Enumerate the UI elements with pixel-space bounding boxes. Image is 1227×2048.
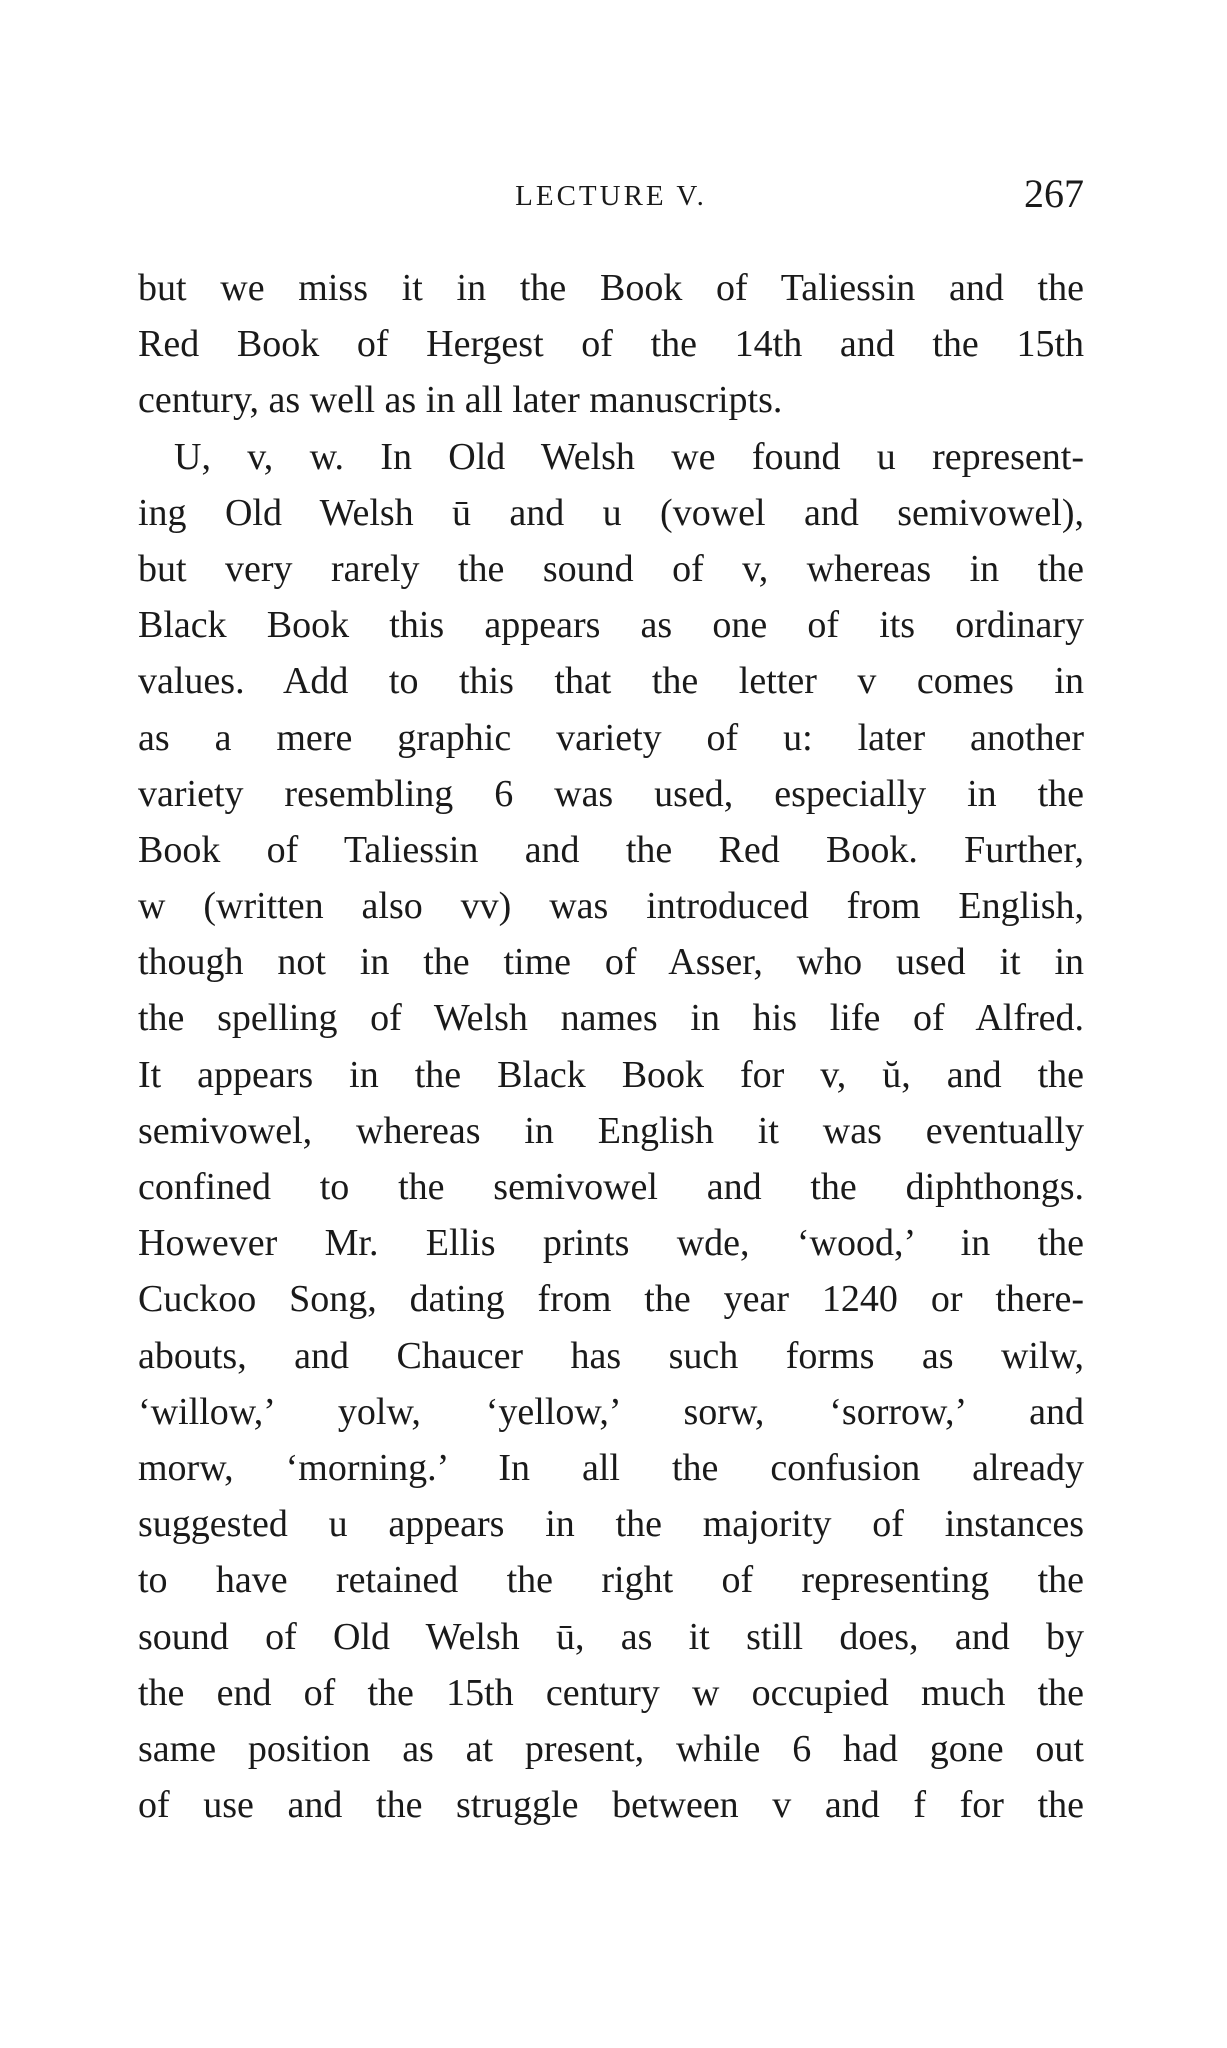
text-line: of use and the struggle between v and f for the: [138, 1784, 1084, 1827]
text-line: the end of the 15th century w occupied much the: [138, 1671, 1084, 1714]
text-line: but we miss it in the Book of Taliessin and the: [138, 267, 1084, 309]
text-line: though not in the time of Asser, who used it in: [138, 941, 1084, 984]
text-line: morw, ‘morning.’ In all the confusion already: [138, 1446, 1084, 1489]
text-line: ing Old Welsh ū and u (vowel and semivowel),: [138, 491, 1084, 534]
text-line: semivowel, whereas in English it was eventually: [138, 1109, 1084, 1152]
text-line: abouts, and Chaucer has such forms as wilw,: [138, 1334, 1084, 1377]
body-text: [138, 260, 1084, 1833]
text-line: Red Book of Hergest of the 14th and the 15th: [138, 323, 1084, 366]
page-header: [138, 170, 1084, 230]
text-line: w (written also vv) was introduced from English,: [138, 885, 1084, 928]
text-line: as a mere graphic variety of u: later another: [138, 716, 1084, 759]
text-line: Cuckoo Song, dating from the year 1240 or there-: [138, 1278, 1084, 1321]
text-line: values. Add to this that the letter v comes in: [138, 660, 1084, 703]
page-number: 267: [1024, 171, 1084, 216]
text-line: suggested u appears in the majority of instances: [138, 1503, 1084, 1546]
text-line: century, as well as in all later manuscripts.: [138, 379, 783, 422]
text-line: sound of Old Welsh ū, as it still does, and by: [138, 1615, 1084, 1658]
text-line: Book of Taliessin and the Red Book. Further,: [138, 828, 1084, 871]
text-line: U, v, w. In Old Welsh we found u represent-: [174, 435, 1084, 478]
text-line: confined to the semivowel and the diphthongs.: [138, 1166, 1084, 1208]
text-line: ‘willow,’ yolw, ‘yellow,’ sorw, ‘sorrow,’ and: [138, 1390, 1084, 1433]
text-line: the spelling of Welsh names in his life of Alfred.: [138, 997, 1084, 1040]
text-line: However Mr. Ellis prints wde, ‘wood,’ in the: [138, 1222, 1084, 1265]
text-line: same position as at present, while 6 had gone out: [138, 1727, 1084, 1770]
running-head: LECTURE V.: [515, 180, 707, 212]
text-line: It appears in the Black Book for v, ŭ, and the: [138, 1053, 1084, 1096]
text-line: to have retained the right of representing the: [138, 1559, 1084, 1602]
text-line: but very rarely the sound of v, whereas in the: [138, 547, 1084, 590]
text-line: variety resembling 6 was used, especially in the: [138, 772, 1084, 815]
text-line: Black Book this appears as one of its ordinary: [138, 604, 1084, 647]
